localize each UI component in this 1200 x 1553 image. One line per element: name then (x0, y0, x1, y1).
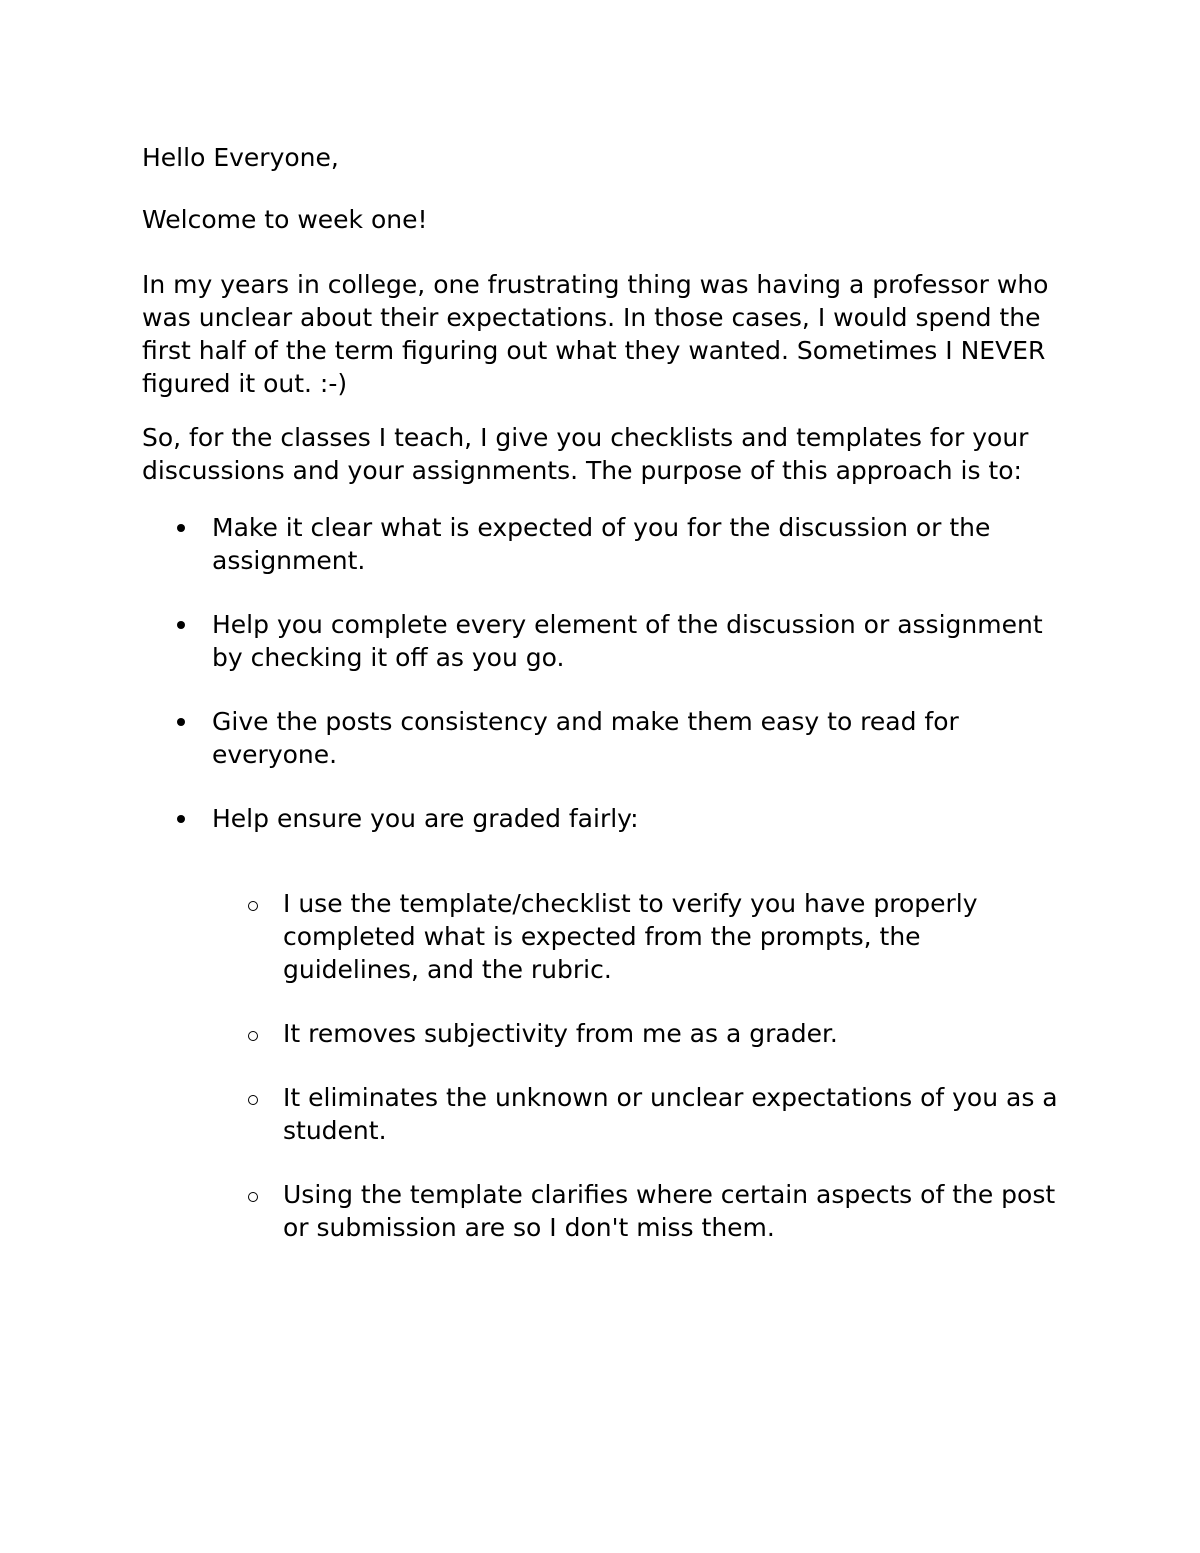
greeting: Hello Everyone, (142, 143, 339, 172)
list-item (142, 705, 1062, 771)
welcome-line: Welcome to week one! (142, 205, 428, 234)
purpose-paragraph: So, for the classes I teach, I give you checklists and templates for your discussions and your assignments. The purpose of this approach is to: (142, 423, 1029, 485)
list-item-text: Help you complete every element of the discussion or assignment by checking it off as you go. (212, 610, 1043, 672)
list-item-text: Make it clear what is expected of you for the discussion or the assignment. (212, 513, 991, 575)
bullet-icon (177, 524, 185, 532)
sub-list-item (142, 1017, 1062, 1050)
bullet-icon (177, 815, 185, 823)
list-item (142, 608, 1062, 674)
sub-list-item-text: I use the template/checklist to verify you have properly completed what is expected from the prompts, the guidelines, and the rubric. (283, 889, 978, 984)
circle-bullet-icon (248, 1031, 258, 1041)
sub-list-item (142, 1178, 1062, 1244)
list-item (142, 511, 1062, 577)
list-item-text: Give the posts consistency and make them easy to read for everyone. (212, 707, 959, 769)
sub-list-item-text: Using the template clarifies where certain aspects of the post or submission are so I don't miss them. (283, 1180, 1056, 1242)
sub-list-item (142, 1081, 1062, 1147)
bullet-icon (177, 621, 185, 629)
list-item (142, 802, 1062, 835)
list-item-text: Help ensure you are graded fairly: (212, 804, 639, 833)
bullet-icon (177, 718, 185, 726)
intro-paragraph: In my years in college, one frustrating thing was having a professor who was unclear about their expectations. In those cases, I would spend the first half of the term figuring out what they wanted. Sometimes I NEVER figured it out. :-) (142, 270, 1049, 398)
circle-bullet-icon (248, 1192, 258, 1202)
sub-list-item-text: It removes subjectivity from me as a grader. (283, 1019, 838, 1048)
fairness-sub-list (142, 887, 1062, 1244)
circle-bullet-icon (248, 901, 258, 911)
sub-list-item (142, 887, 1062, 986)
document-body (142, 141, 1062, 1275)
purpose-list (142, 511, 1062, 835)
circle-bullet-icon (248, 1095, 258, 1105)
sub-list-item-text: It eliminates the unknown or unclear expectations of you as a student. (283, 1083, 1058, 1145)
